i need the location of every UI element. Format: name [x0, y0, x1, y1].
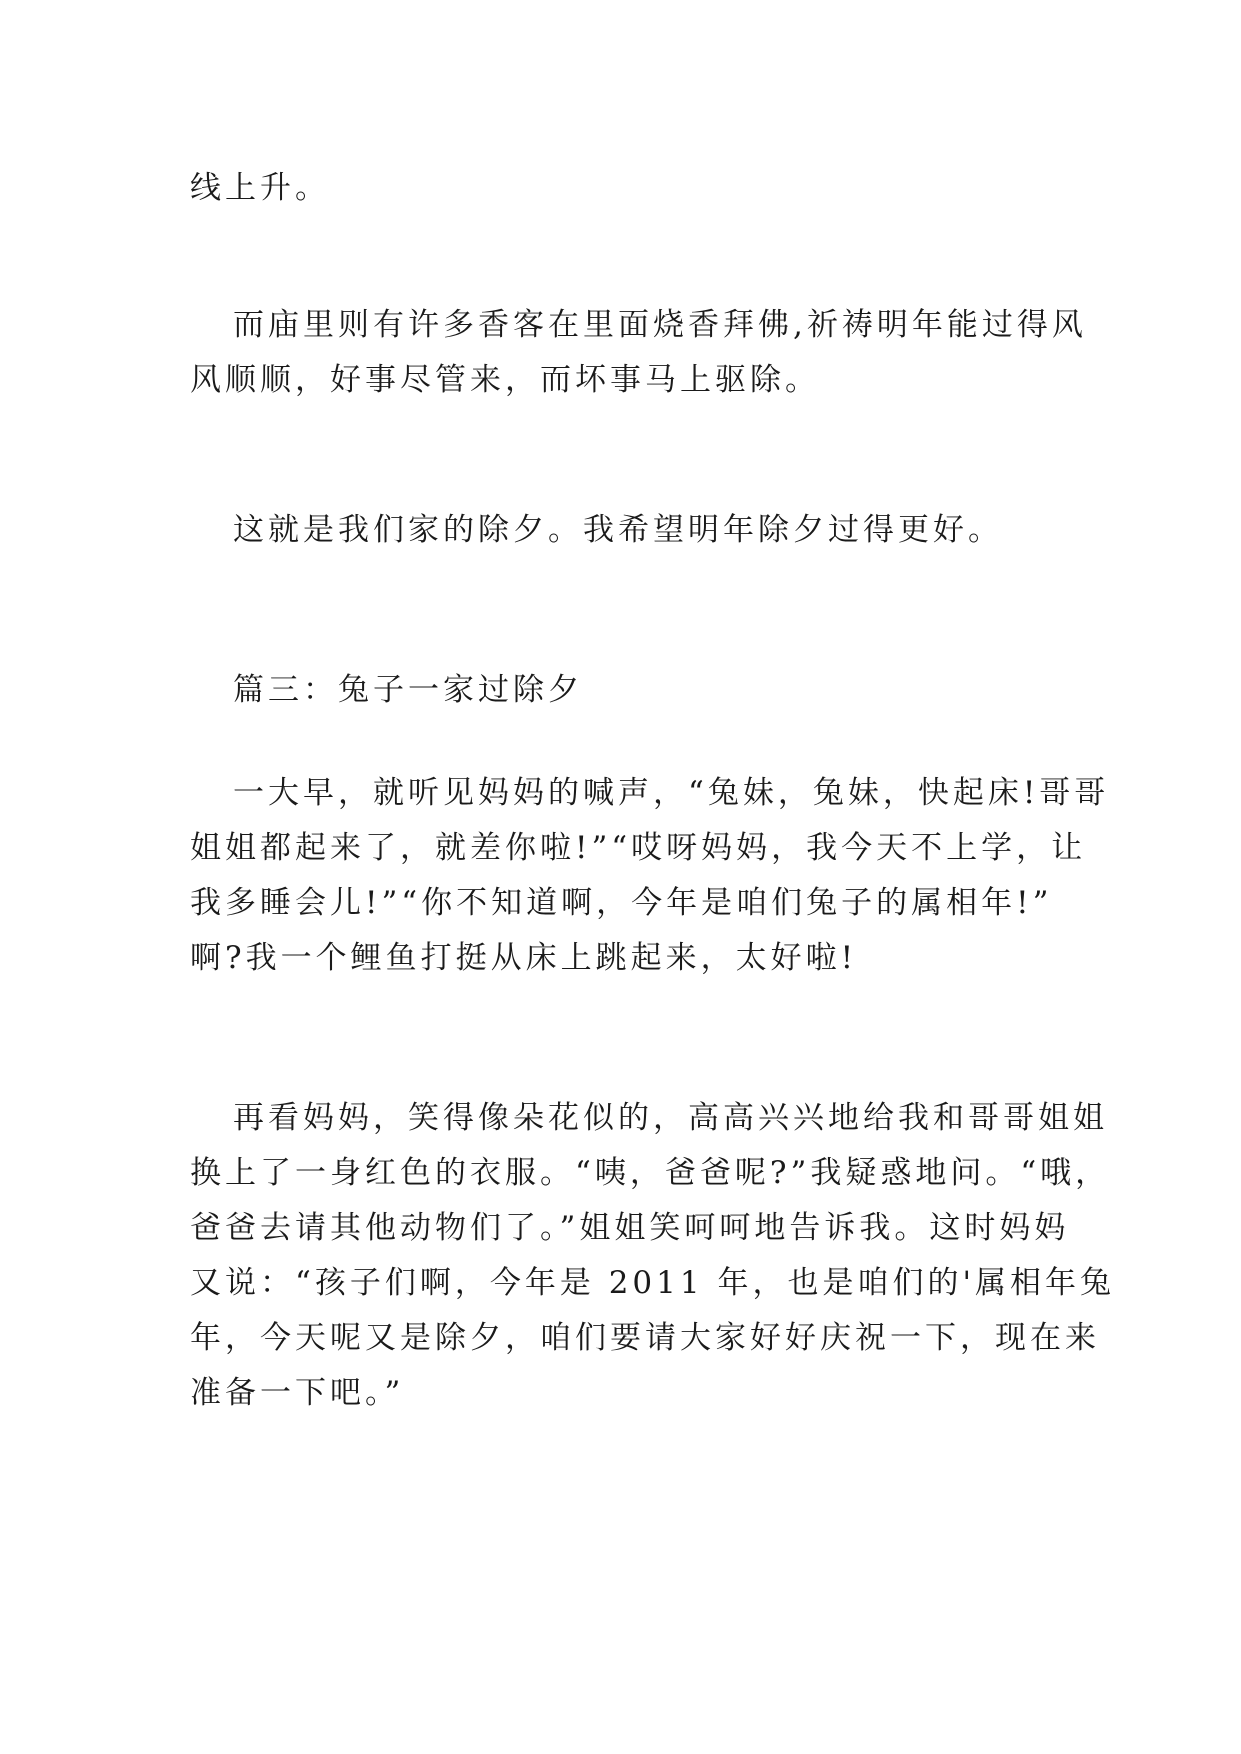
text-line: 一大早，就听见妈妈的喊声，“兔妹，兔妹，快起床!哥哥	[233, 775, 1110, 811]
text-line: 爸爸去请其他动物们了。”姐姐笑呵呵地告诉我。这时妈妈	[190, 1210, 1070, 1246]
text-line: 我多睡会儿!”“你不知道啊，今年是咱们兔子的属相年!”	[190, 885, 1053, 921]
text-line: 准备一下吧。”	[190, 1375, 405, 1411]
text-line: 而庙里则有许多香客在里面烧香拜佛,祈祷明年能过得风	[233, 307, 1087, 343]
text-line: 再看妈妈，笑得像朵花似的，高高兴兴地给我和哥哥姐姐	[233, 1100, 1108, 1136]
text-line: 这就是我们家的除夕。我希望明年除夕过得更好。	[233, 512, 1003, 548]
text-line: 姐姐都起来了，就差你啦!”“哎呀妈妈，我今天不上学，让	[190, 830, 1087, 866]
text-line: 又说：“孩子们啊，今年是 2011 年，也是咱们的'属相年兔	[190, 1265, 1115, 1301]
section-heading: 篇三：兔子一家过除夕	[233, 672, 583, 708]
text-line: 线上升。	[190, 170, 330, 206]
text-line: 年，今天呢又是除夕，咱们要请大家好好庆祝一下，现在来	[190, 1320, 1100, 1356]
text-line: 风顺顺，好事尽管来，而坏事马上驱除。	[190, 362, 820, 398]
text-line: 啊?我一个鲤鱼打挺从床上跳起来，太好啦!	[190, 940, 858, 976]
text-line: 换上了一身红色的衣服。“咦，爸爸呢?”我疑惑地问。“哦，	[190, 1155, 1111, 1191]
